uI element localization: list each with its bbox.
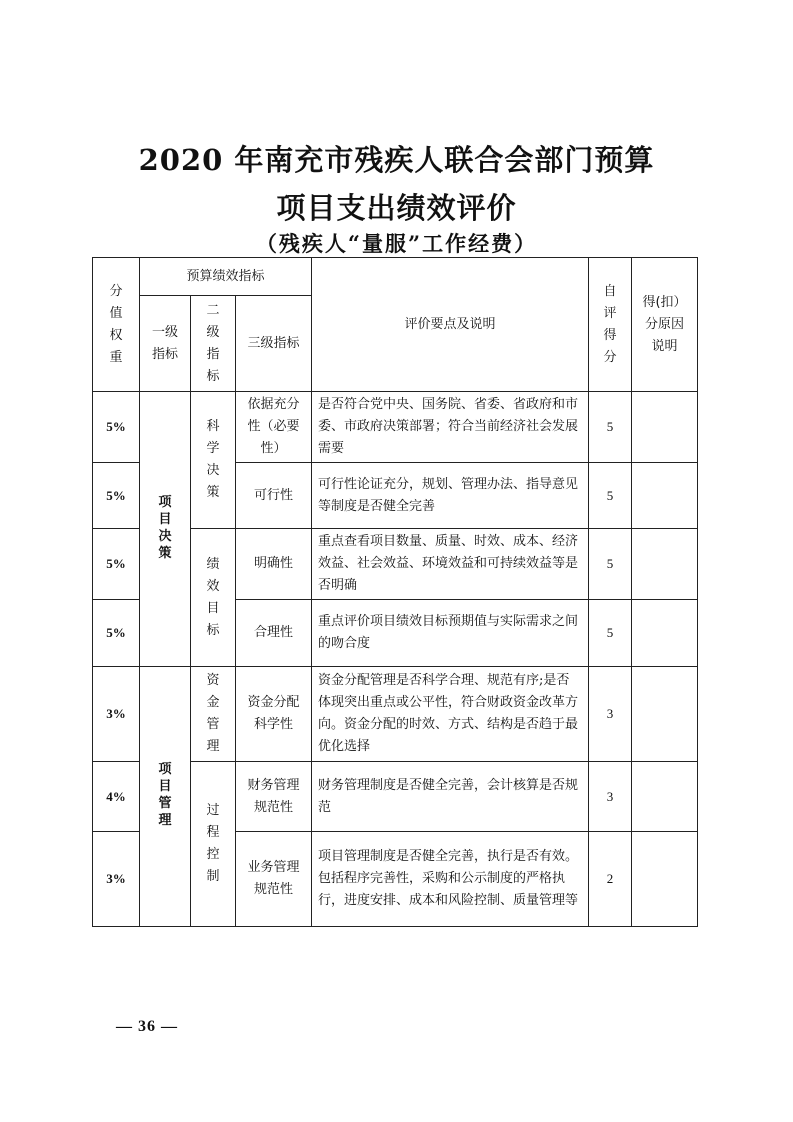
page-number: — 36 —: [116, 1018, 178, 1035]
header-level1: 一级指标: [140, 296, 191, 392]
row-4-score: 5: [589, 600, 632, 667]
row-1-description: 是否符合党中央、国务院、省委、省政府和市委、市政府决策部署；符合当前经济社会发展需要: [312, 392, 589, 463]
row-6-description: 财务管理制度是否健全完善，会计核算是否规范: [312, 762, 589, 832]
header-self-score: 自评得分: [589, 258, 632, 392]
level2-funds: 资金管理: [191, 667, 236, 762]
row-3-level3: 明确性: [236, 529, 312, 600]
header-level3: 三级指标: [236, 296, 312, 392]
level1-management: 项目管理: [140, 667, 191, 927]
level2-science: 科学决策: [191, 392, 236, 529]
header-reason: 得(扣）分原因说明: [632, 258, 698, 392]
row-1-reason: [632, 392, 698, 463]
row-4-description: 重点评价项目绩效目标预期值与实际需求之间的吻合度: [312, 600, 589, 667]
page-title-line-2: 项目支出绩效评价: [276, 191, 517, 225]
row-5-reason: [632, 667, 698, 762]
row-4-weight: 5%: [93, 600, 140, 667]
row-5-weight: 3%: [93, 667, 140, 762]
row-7-description: 项目管理制度是否健全完善，执行是否有效。包括程序完善性，采购和公示制度的严格执行，进度安排、成本和风险控制、质量管理等: [312, 832, 589, 927]
row-7-level3: 业务管理规范性: [236, 832, 312, 927]
row-1-weight: 5%: [93, 392, 140, 463]
header-description: 评价要点及说明: [312, 258, 589, 392]
row-3-reason: [632, 529, 698, 600]
level2-target: 绩效目标: [191, 529, 236, 667]
header-level2: 二级指标: [191, 296, 236, 392]
header-weight: 分值权重: [93, 258, 140, 392]
row-2-score: 5: [589, 463, 632, 529]
row-3-score: 5: [589, 529, 632, 600]
row-1-level3: 依据充分性（必要性）: [236, 392, 312, 463]
page-title-line-1: 2020 年南充市残疾人联合会部门预算: [138, 143, 655, 177]
row-7-reason: [632, 832, 698, 927]
row-7-score: 2: [589, 832, 632, 927]
row-2-weight: 5%: [93, 463, 140, 529]
row-1-score: 5: [589, 392, 632, 463]
level1-decision: 项目决策: [140, 392, 191, 667]
level2-process: 过程控制: [191, 762, 236, 927]
row-6-level3: 财务管理规范性: [236, 762, 312, 832]
row-2-reason: [632, 463, 698, 529]
row-3-description: 重点查看项目数量、质量、时效、成本、经济效益、社会效益、环境效益和可持续效益等是否明确: [312, 529, 589, 600]
performance-evaluation-table: [92, 257, 698, 927]
row-7-weight: 3%: [93, 832, 140, 927]
row-2-level3: 可行性: [236, 463, 312, 529]
row-4-level3: 合理性: [236, 600, 312, 667]
page-subtitle: （残疾人“量服”工作经费）: [255, 231, 538, 256]
row-6-weight: 4%: [93, 762, 140, 832]
row-6-reason: [632, 762, 698, 832]
row-2-description: 可行性论证充分，规划、管理办法、指导意见等制度是否健全完善: [312, 463, 589, 529]
row-6-score: 3: [589, 762, 632, 832]
row-5-description: 资金分配管理是否科学合理、规范有序;是否体现突出重点或公平性，符合财政资金改革方向。资金分配的时效、方式、结构是否趋于最优化选择: [312, 667, 589, 762]
row-5-score: 3: [589, 667, 632, 762]
row-3-weight: 5%: [93, 529, 140, 600]
row-5-level3: 资金分配科学性: [236, 667, 312, 762]
row-4-reason: [632, 600, 698, 667]
header-indicator-group: 预算绩效指标: [140, 258, 312, 296]
